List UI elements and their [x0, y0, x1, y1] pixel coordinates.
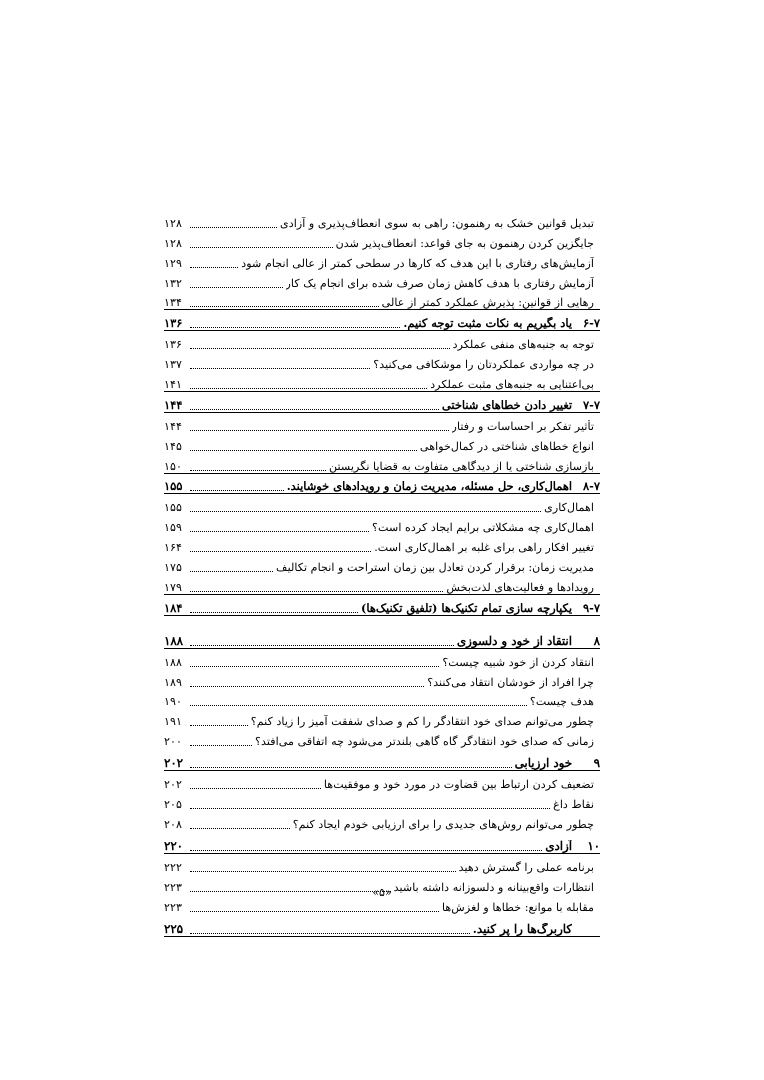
toc-entry: [164, 453, 600, 473]
toc-number: ۸: [593, 633, 600, 648]
toc-title: تغییر افکار راهی برای غلبه بر اهمال‌کاری است.: [374, 541, 594, 555]
toc-title: چطور می‌توانم صدای خود انتقادگر را کم و صدای شفقت آمیز را زیاد کنم؟: [250, 715, 594, 729]
toc-title: جایگزین کردن رهنمون به جای قواعد: انعطاف‌پذیر شدن: [335, 236, 594, 250]
dot-leader: [190, 932, 470, 934]
page-number: «۵»: [372, 886, 392, 899]
toc-entry: [164, 708, 600, 728]
dot-leader: [190, 226, 277, 228]
dot-leader: [190, 870, 456, 872]
dot-leader: [190, 530, 369, 532]
toc-title: چرا افراد از خودشان انتقاد می‌کنند؟: [427, 675, 594, 689]
toc-section: [164, 391, 600, 413]
dot-leader: [190, 489, 284, 491]
toc-entry: [164, 811, 600, 831]
toc-page-number: ۱۳۶: [164, 316, 183, 331]
dot-leader: [190, 449, 417, 451]
toc-entry: [164, 494, 600, 514]
toc-page-number: ۱۲۸: [164, 216, 183, 230]
toc-title: انتقاد از خود و دلسوزی: [456, 634, 572, 648]
toc-page-number: ۲۰۲: [164, 756, 184, 771]
toc-entry: [164, 689, 600, 709]
toc-title: آزادی: [545, 839, 572, 853]
toc-title: اهمال‌کاری، حل مسئله، مدیریت زمان و رویدادهای خوشایند.: [286, 480, 572, 494]
toc-title: کاربرگ‌ها را پر کنید.: [472, 922, 572, 936]
toc-entry: [164, 554, 600, 574]
dot-leader: [190, 408, 439, 410]
dot-leader: [190, 685, 424, 687]
dot-leader: [190, 305, 379, 307]
toc-title: تأثیر تفکر بر احساسات و رفتار: [451, 419, 594, 433]
toc-page-number: ۱۴۵: [164, 439, 183, 453]
toc-entry: [164, 649, 600, 669]
dot-leader: [190, 550, 371, 552]
toc-section: [164, 473, 600, 495]
toc-entry: [164, 351, 600, 371]
toc-page-number: ۱۶۴: [164, 541, 183, 555]
dot-leader: [190, 644, 454, 646]
toc-entry: [164, 250, 600, 270]
toc-entry: [164, 514, 600, 534]
toc-entry: [164, 210, 600, 230]
toc-title: یاد بگیریم به نکات مثبت توجه کنیم.: [403, 317, 572, 331]
dot-leader: [190, 849, 542, 851]
toc-title: زمانی که صدای خود انتقادگر گاه گاهی بلندتر می‌شود چه اتفاقی می‌افتد؟: [255, 735, 594, 749]
toc-title: تضعیف کردن ارتباط بین قضاوت در مورد خود و موفقیت‌ها: [323, 778, 594, 792]
toc-page-number: ۱۲۹: [164, 256, 183, 270]
toc-entry: [164, 413, 600, 433]
toc-title: برنامه عملی را گسترش دهید: [458, 860, 594, 874]
toc-entry: [164, 574, 600, 594]
dot-leader: [190, 347, 450, 349]
toc-page-number: ۲۲۲: [164, 860, 183, 874]
toc-page-number: ۱۵۵: [164, 479, 183, 494]
toc-title: بازسازی شناختی یا از دیدگاهی متفاوت به قضایا نگریستن: [329, 459, 594, 473]
toc-page-number: ۱۴۴: [164, 397, 183, 412]
toc-page-number: ۲۲۵: [164, 921, 184, 936]
toc-title: مدیریت زمان: برقرار کردن تعادل بین زمان استراحت و انجام تکالیف: [276, 561, 594, 575]
toc-number: ۷-۷: [583, 397, 600, 412]
toc-section: [164, 594, 600, 616]
dot-leader: [190, 469, 326, 471]
toc-title: آزمایش‌های رفتاری با این هدف که کارها در سطحی کمتر از عالی انجام شود: [241, 256, 594, 270]
toc-page-number: ۱۷۵: [164, 561, 183, 575]
toc-title: خود ارزیابی: [514, 757, 572, 771]
toc-title: در چه مواردی عملکردتان را موشکافی می‌کنید؟: [373, 358, 594, 372]
toc-page-number: ۱۵۹: [164, 521, 183, 535]
toc-entry: [164, 728, 600, 748]
dot-leader: [190, 326, 400, 328]
toc-page-number: ۱۷۹: [164, 580, 183, 594]
dot-leader: [190, 665, 439, 667]
toc-title: هدف چیست؟: [529, 695, 594, 709]
toc-title: نقاط داغ: [553, 798, 594, 812]
toc-chapter: [164, 914, 600, 937]
dot-leader: [190, 246, 333, 248]
toc-page-number: ۱۴۱: [164, 378, 183, 392]
toc-entry: [164, 534, 600, 554]
toc-title: آزمایش رفتاری با هدف کاهش زمان صرف شده برای انجام یک کار: [285, 276, 594, 290]
toc-page-number: ۱۳۷: [164, 358, 183, 372]
toc-entry: [164, 270, 600, 290]
toc-entry: [164, 230, 600, 250]
toc-entry: [164, 433, 600, 453]
toc-entry: [164, 771, 600, 791]
toc-title: تغییر دادن خطاهای شناختی: [441, 398, 572, 412]
dot-leader: [190, 367, 370, 369]
dot-leader: [190, 286, 283, 288]
toc-title: انواع خطاهای شناختی در کمال‌خواهی: [419, 439, 594, 453]
toc-title: یکپارچه سازی تمام تکنیک‌ها (تلفیق تکنیک‌ها): [361, 601, 572, 615]
toc-page-number: ۱۴۴: [164, 419, 183, 433]
toc-number: ۶-۷: [583, 316, 600, 331]
toc-title: اهمال‌کاری: [544, 501, 594, 515]
dot-leader: [190, 510, 541, 512]
dot-leader: [190, 570, 273, 572]
dot-leader: [190, 611, 358, 613]
toc-number: ۹-۷: [583, 600, 600, 615]
toc-entry: [164, 854, 600, 874]
dot-leader: [190, 807, 550, 809]
toc-page-number: ۲۰۸: [164, 817, 183, 831]
toc-title: انتقاد کردن از خود شبیه چیست؟: [442, 655, 594, 669]
toc-page-number: ۱۵۰: [164, 459, 183, 473]
dot-leader: [190, 429, 449, 431]
toc-title: رهایی از قوانین: پذیرش عملکرد کمتر از عالی: [381, 296, 594, 310]
toc-title: توجه به جنبه‌های منفی عملکرد: [452, 338, 594, 352]
toc-page-number: ۱۳۶: [164, 338, 183, 352]
dot-leader: [190, 724, 248, 726]
dot-leader: [190, 766, 512, 768]
toc-page-number: ۲۰۲: [164, 778, 183, 792]
table-of-contents: [164, 210, 600, 937]
toc-page-number: ۲۰۵: [164, 798, 183, 812]
toc-entry: [164, 331, 600, 351]
dot-leader: [190, 266, 238, 268]
toc-title: انتظارات واقع‌بینانه و دلسوزانه داشته باشید: [393, 880, 594, 894]
toc-page-number: ۲۰۰: [164, 735, 183, 749]
toc-chapter: [164, 626, 600, 649]
toc-number: ۹: [593, 756, 600, 771]
toc-page-number: ۱۵۵: [164, 501, 183, 515]
toc-title: رویدادها و فعالیت‌های لذت‌بخش: [446, 580, 594, 594]
toc-section: [164, 309, 600, 331]
toc-page-number: ۲۲۳: [164, 880, 183, 894]
toc-title: چطور می‌توانم روش‌های جدیدی را برای ارزیابی خودم ایجاد کنم؟: [292, 817, 594, 831]
dot-leader: [190, 704, 527, 706]
dot-leader: [190, 787, 321, 789]
toc-title: اهمال‌کاری چه مشکلاتی برایم ایجاد کرده است؟: [372, 521, 594, 535]
dot-leader: [190, 590, 443, 592]
toc-page-number: ۱۹۰: [164, 695, 183, 709]
toc-page-number: ۱۳۲: [164, 276, 183, 290]
dot-leader: [190, 910, 439, 912]
toc-title: مقابله با موانع: خطاها و لغزش‌ها: [441, 900, 594, 914]
toc-chapter: [164, 748, 600, 771]
toc-entry: [164, 791, 600, 811]
dot-leader: [190, 744, 252, 746]
toc-page-number: ۱۹۱: [164, 715, 183, 729]
toc-page-number: ۱۲۸: [164, 236, 183, 250]
toc-page-number: ۱۸۸: [164, 655, 183, 669]
toc-number: ۱۰: [587, 838, 600, 853]
toc-entry: [164, 371, 600, 391]
toc-title: تبدیل قوانین خشک به رهنمون: راهی به سوی انعطاف‌پذیری و آزادی: [279, 216, 594, 230]
toc-title: بی‌اعتنایی به جنبه‌های مثبت عملکرد: [430, 378, 594, 392]
toc-number: ۸-۷: [583, 479, 600, 494]
toc-entry: [164, 290, 600, 310]
toc-page-number: ۱۸۴: [164, 600, 183, 615]
toc-page-number: ۱۳۴: [164, 296, 183, 310]
toc-page-number: ۲۲۳: [164, 900, 183, 914]
toc-page-number: ۱۸۸: [164, 633, 184, 648]
dot-leader: [190, 827, 290, 829]
toc-page-number: ۲۲۰: [164, 838, 184, 853]
toc-entry: [164, 669, 600, 689]
toc-page-number: ۱۸۹: [164, 675, 183, 689]
dot-leader: [190, 387, 427, 389]
toc-chapter: [164, 831, 600, 854]
